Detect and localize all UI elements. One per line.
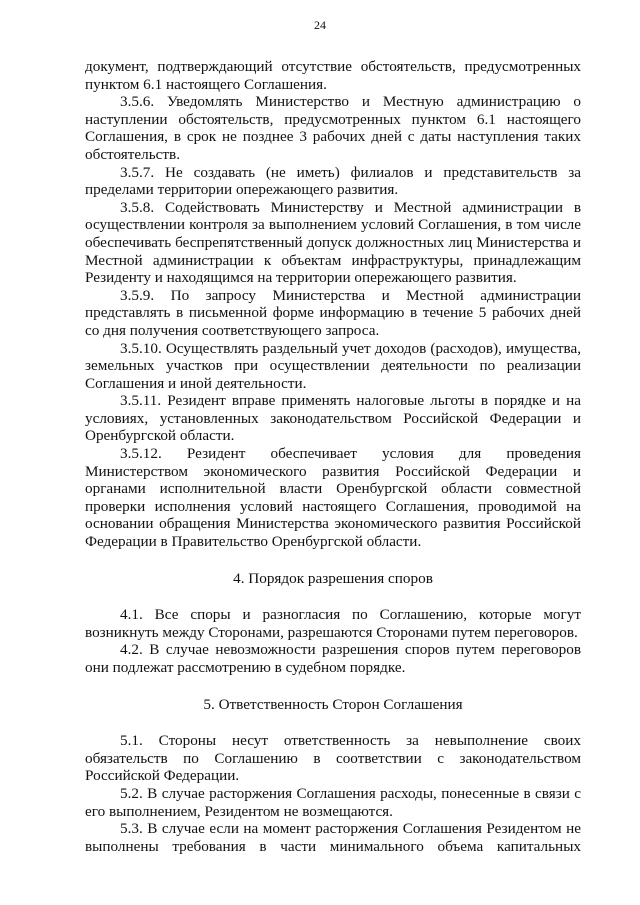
paragraph-5-2: 5.2. В случае расторжения Соглашения расходы, понесенные в связи с его выполнением, Резидентом не возмещаются. bbox=[85, 784, 581, 820]
section-4-heading: 4. Порядок разрешения споров bbox=[233, 569, 433, 587]
paragraph-3-5-8: 3.5.8. Содействовать Министерству и Местной администрации в осуществлении контроля за выполнением условий Соглашения, в том числе обеспечивать беспрепятственный допуск должностных лиц Министерства и Местной администрации к объектам инфраструктуры, принадлежащим Резиденту и находящимся на территории опережающего развития. bbox=[85, 198, 581, 287]
paragraph-5-1: 5.1. Стороны несут ответственность за невыполнение своих обязательств по Соглашению в соответствии с законодательством Российской Федерации. bbox=[85, 732, 581, 785]
paragraph-continuation: документ, подтверждающий отсутствие обстоятельств, предусмотренных пунктом 6.1 настоящего Соглашения. bbox=[85, 58, 581, 93]
page-number: 24 bbox=[314, 18, 326, 32]
paragraph-5-3: 5.3. В случае если на момент расторжения Соглашения Резидентом не выполнены требования в части минимального объема капитальных bbox=[85, 820, 581, 855]
document-body bbox=[85, 58, 581, 855]
section-4-content bbox=[85, 606, 581, 676]
section-5-heading: 5. Ответственность Сторон Соглашения bbox=[203, 695, 463, 713]
paragraph-3-5-11: 3.5.11. Резидент вправе применять налоговые льготы в порядке и на условиях, установленных законодательством Российской Федерации и Оренбургской области. bbox=[85, 392, 581, 445]
paragraph-4-1: 4.1. Все споры и разногласия по Соглашению, которые могут возникнуть между Сторонами, разрешаются Сторонами путем переговоров. bbox=[85, 606, 581, 641]
paragraph-3-5-9: 3.5.9. По запросу Министерства и Местной администрации представлять в письменной форме информацию в течение 5 рабочих дней со дня получения соответствующего запроса. bbox=[85, 286, 581, 339]
paragraph-4-2: 4.2. В случае невозможности разрешения споров путем переговоров они подлежат рассмотрению в судебном порядке. bbox=[85, 641, 581, 676]
paragraph-3-5-7: 3.5.7. Не создавать (не иметь) филиалов и представительств за пределами территории опережающего развития. bbox=[85, 163, 581, 199]
paragraph-3-5-10: 3.5.10. Осуществлять раздельный учет доходов (расходов), имущества, земельных участков при осуществлении деятельности по реализации Соглашения и иной деятельности. bbox=[85, 339, 581, 392]
paragraph-3-5-6: 3.5.6. Уведомлять Министерство и Местную администрацию о наступлении обстоятельств, предусмотренных пунктом 6.1 настоящего Соглашения, в срок не позднее 3 рабочих дней с даты наступления таких обстоятельств. bbox=[85, 93, 581, 163]
section-5-content bbox=[85, 732, 581, 855]
paragraph-3-5-12: 3.5.12. Резидент обеспечивает условия для проведения Министерством экономического развития Российской Федерации и органами исполнительной власти Оренбургской области совместной проверки исполнения условий настоящего Соглашения, проводимой на основании обращения Министерства экономического развития Российской Федерации в Правительство Оренбургской области. bbox=[85, 445, 581, 551]
